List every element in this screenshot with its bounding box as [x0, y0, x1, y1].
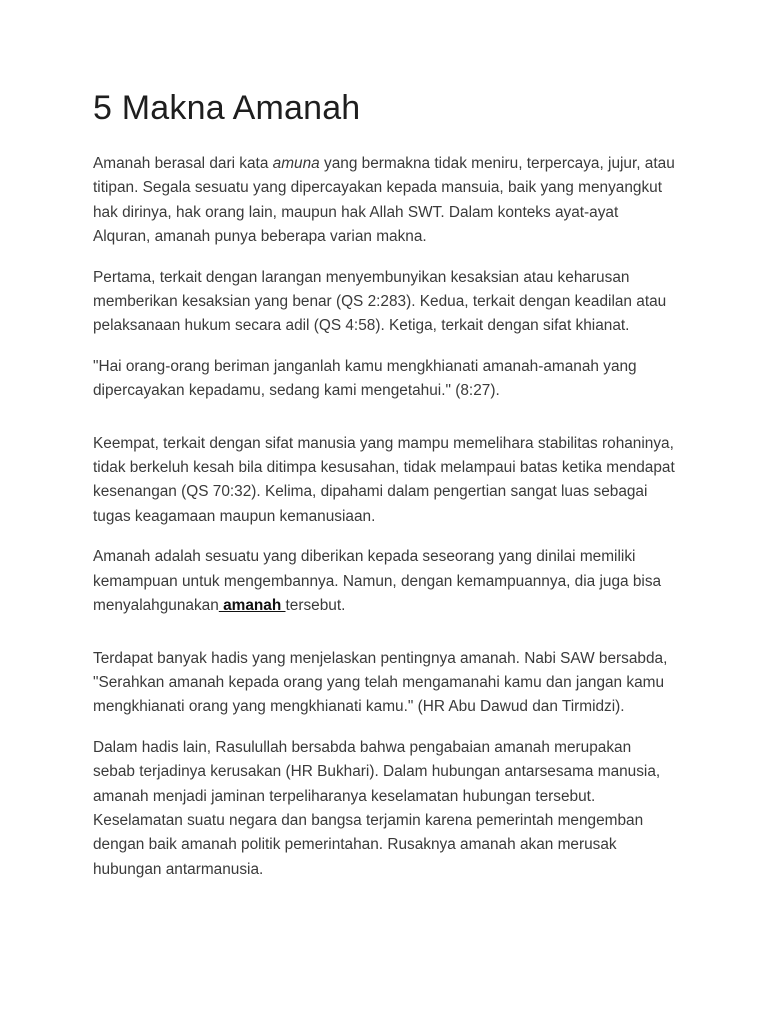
paragraph-1-text-end: yang bermakna tidak meniru, terpercaya, jujur, atau titipan. Segala sesuatu yang dipercayakan kepada mansuia, baik yang menyangkut hak dirinya, hak orang lain, maupun hak Allah SWT. Dalam konteks ayat-ayat Alquran, amanah punya beberapa varian makna. [93, 155, 675, 246]
article-title: 5 Makna Amanah [93, 89, 361, 127]
article [93, 84, 675, 898]
paragraph-1-text-start: Amanah berasal dari kata [93, 155, 273, 172]
paragraph-1 [93, 152, 675, 250]
paragraph-5-text-end: tersebut. [285, 597, 346, 615]
paragraph-4: Keempat, terkait dengan sifat manusia yang mampu memelihara stabilitas rohaninya, tidak berkeluh kesah bila ditimpa kesusahan, tidak melampaui batas ketika mendapat kesenangan (QS 70:32). Kelima, dipahami dalam pengertian sangat luas sebagai tugas keagamaan maupun kemanusiaan. [93, 434, 675, 525]
paragraph-5 [93, 545, 675, 618]
quote-paragraph: "Hai orang-orang beriman janganlah kamu mengkhianati amanah-amanah yang dipercayakan kepadamu, sedang kami mengetahui." (8:27). [93, 357, 637, 400]
paragraph-5-text-start: Amanah adalah sesuatu yang diberikan kepada seseorang yang dinilai memiliki kemampuan untuk mengembannya. Namun, dengan kemampuannya, dia juga bisa menyalahgunakan [93, 548, 662, 615]
paragraph-6: Terdapat banyak hadis yang menjelaskan pentingnya amanah. Nabi SAW bersabda, "Serahkan amanah kepada orang yang telah mengamanahi kamu dan jangan kamu mengkhianati orang yang mengkhianati kamu." (HR Abu Dawud dan Tirmidzi). [93, 649, 668, 716]
amanah-link[interactable]: amanah [218, 597, 286, 615]
italic-term-amuna: amuna [272, 155, 320, 172]
paragraph-2: Pertama, terkait dengan larangan menyembunyikan kesaksian atau keharusan memberikan kesaksian yang benar (QS 2:283). Kedua, terkait dengan keadilan atau pelaksanaan hukum secara adil (QS 4:58). Ketiga, terkait dengan sifat khianat. [93, 268, 667, 335]
paragraph-7: Dalam hadis lain, Rasulullah bersabda bahwa pengabaian amanah merupakan sebab terjadinya kerusakan (HR Bukhari). Dalam hubungan antarsesama manusia, amanah menjadi jaminan terpeliharanya keselamatan hubungan tersebut. Keselamatan suatu negara dan bangsa terjamin karena pemerintah mengemban dengan baik amanah politik pemerintahan. Rusaknya amanah akan merusak hubungan antarmanusia. [93, 738, 661, 878]
